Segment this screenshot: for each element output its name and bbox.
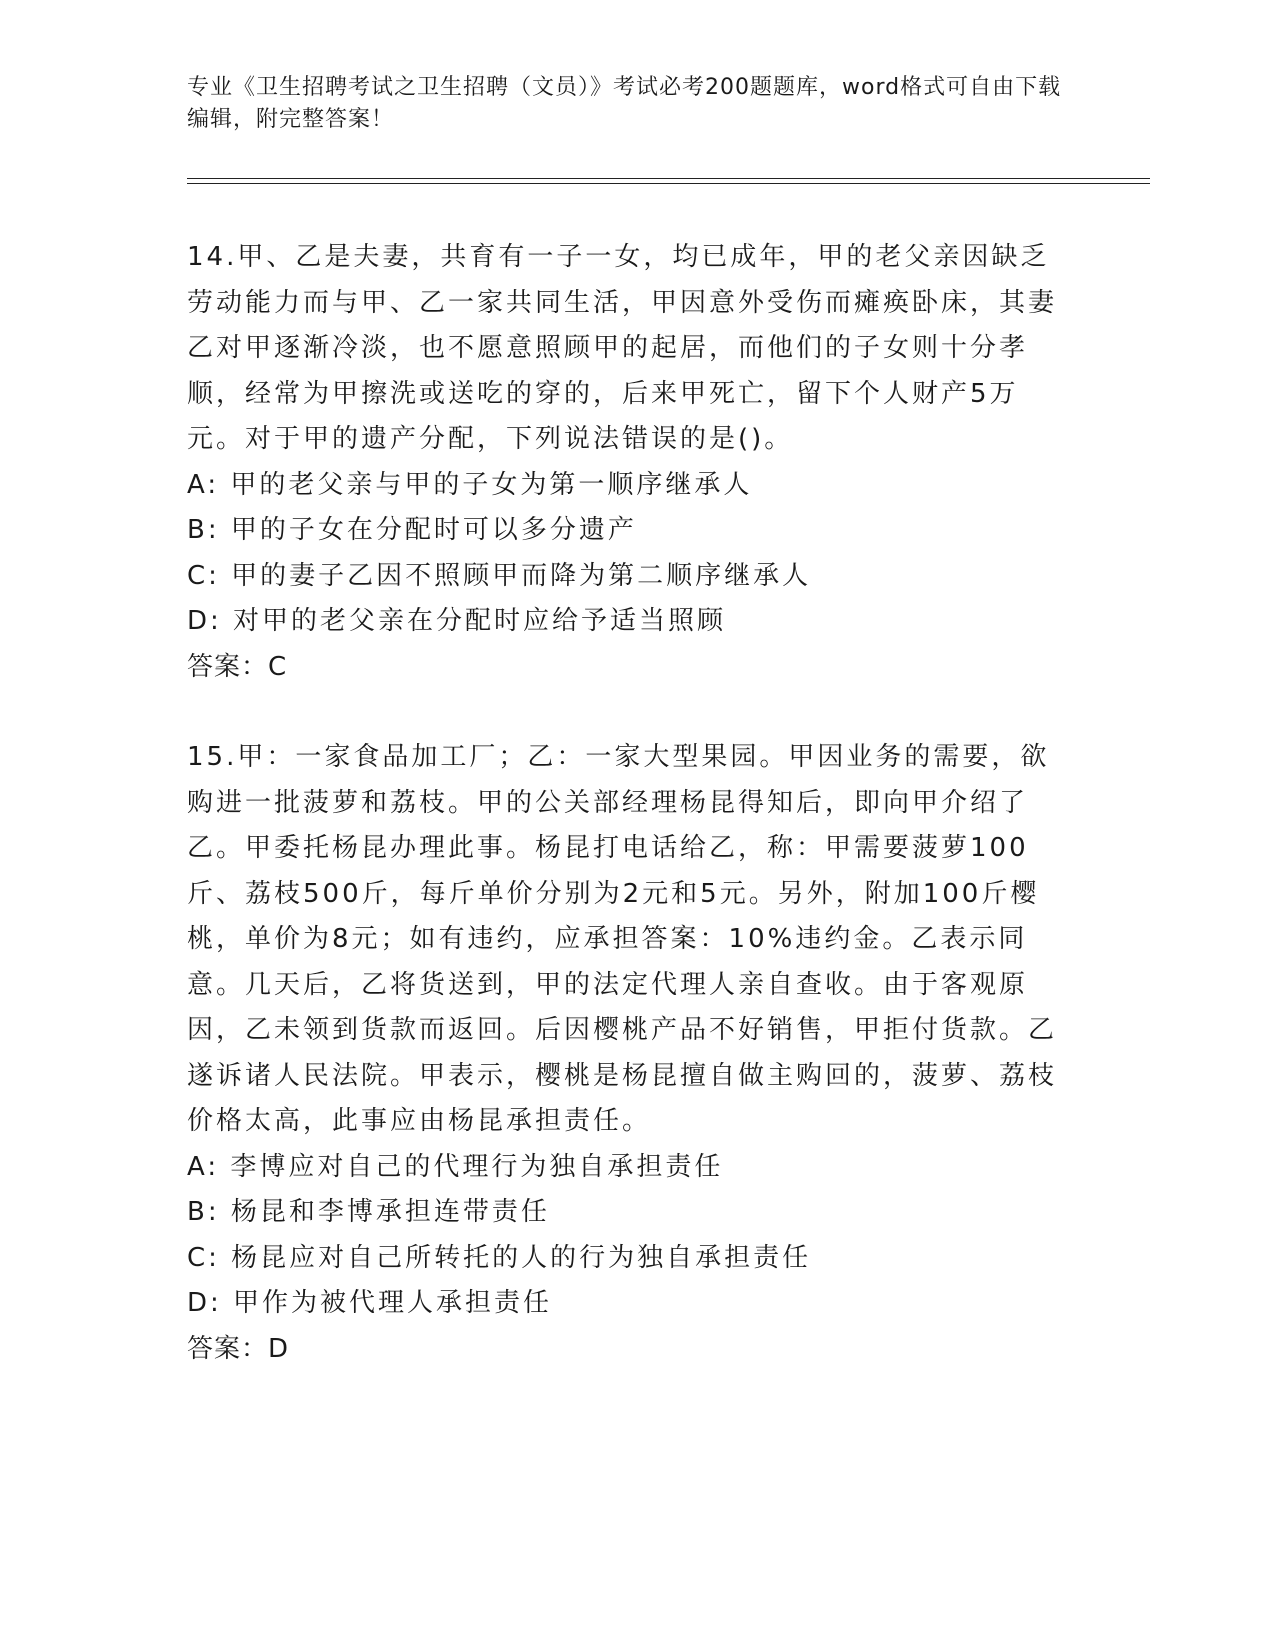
option-a: A: 甲的老父亲与甲的子女为第一顺序继承人	[187, 469, 753, 500]
answer-line: 答案：C	[187, 651, 288, 682]
question-15	[187, 735, 1067, 1372]
option-d: D: 甲作为被代理人承担责任	[187, 1288, 553, 1318]
question-14	[187, 235, 1067, 690]
options-list	[187, 463, 1067, 645]
option-a: A: 李博应对自己的代理行为独自承担责任	[187, 1151, 724, 1182]
header-divider-bottom	[187, 183, 1150, 184]
option-b: B: 甲的子女在分配时可以多分遗产	[187, 515, 637, 545]
option-c: C: 杨昆应对自己所转托的人的行为独自承担责任	[187, 1242, 812, 1273]
answer-line: 答案：D	[187, 1333, 290, 1364]
header-divider-top	[187, 178, 1150, 179]
option-c: C: 甲的妻子乙因不照顾甲而降为第二顺序继承人	[187, 560, 812, 591]
option-b: B: 杨昆和李博承担连带责任	[187, 1197, 550, 1227]
document-header: 专业《卫生招聘考试之卫生招聘（文员）》考试必考200题题库，word格式可自由下载编辑，附完整答案！	[187, 75, 1062, 132]
option-d: D: 对甲的老父亲在分配时应给予适当照顾	[187, 606, 727, 636]
question-stem: 14.甲、乙是夫妻，共育有一子一女，均已成年，甲的老父亲因缺乏劳动能力而与甲、乙一家共同生活，甲因意外受伤而瘫痪卧床，其妻乙对甲逐渐冷淡，也不愿意照顾甲的起居，而他们的子女则十分孝顺，经常为甲擦洗或送吃的穿的，后来甲死亡，留下个人财产5万元。对于甲的遗产分配，下列说法错误的是()。	[187, 242, 1058, 454]
question-stem: 15.甲：一家食品加工厂；乙：一家大型果园。甲因业务的需要，欲购进一批菠萝和荔枝。甲的公关部经理杨昆得知后，即向甲介绍了乙。甲委托杨昆办理此事。杨昆打电话给乙，称：甲需要菠萝100斤、荔枝500斤，每斤单价分别为2元和5元。另外，附加100斤樱桃，单价为8元；如有违约，应承担答案：10%违约金。乙表示同意。几天后，乙将货送到，甲的法定代理人亲自查收。由于客观原因，乙未领到货款而返回。后因樱桃产品不好销售，甲拒付货款。乙遂诉诸人民法院。甲表示，樱桃是杨昆擅自做主购回的，菠萝、荔枝价格太高，此事应由杨昆承担责任。	[187, 742, 1058, 1136]
options-list	[187, 1145, 1067, 1327]
